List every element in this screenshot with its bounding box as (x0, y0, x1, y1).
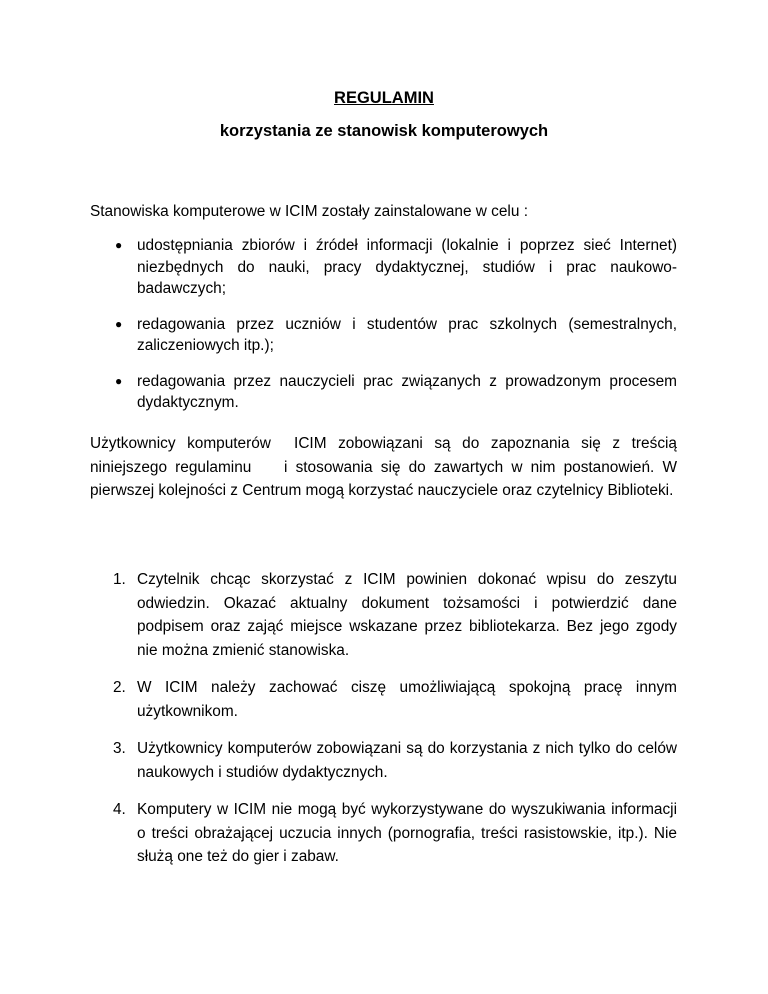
rule-text: Czytelnik chcąc skorzystać z ICIM powinien dokonać wpisu do zeszytu odwiedzin. Okazać aktualny dokument tożsamości i potwierdzić dane podpisem oraz zająć miejsce wskazane przez bibliotekarza. Bez jego zgody nie można zmienić stanowiska. (137, 571, 677, 659)
rule-item (113, 676, 677, 723)
rule-text: Użytkownicy komputerów zobowiązani są do korzystania z nich tylko do celów naukowych i studiów dydaktycznych. (137, 740, 677, 781)
rule-item (113, 798, 677, 869)
rule-number: 4. (113, 801, 126, 818)
list-item (115, 314, 677, 357)
rule-item (113, 568, 677, 662)
bullet-icon: ● (115, 316, 123, 331)
purpose-list (115, 235, 677, 428)
rule-item (113, 737, 677, 784)
list-item-text: udostępniania zbiorów i źródeł informacji (lokalnie i poprzez sieć Internet) niezbędnych do nauki, pracy dydaktycznej, studiów i prac naukowo-badawczych; (137, 237, 677, 297)
document-subtitle: korzystania ze stanowisk komputerowych (219, 122, 549, 140)
rule-text: Komputery w ICIM nie mogą być wykorzystywane do wyszukiwania informacji o treści obrażającej uczucia innych (pornografia, treści rasistowskie, itp.). Nie służą one też do gier i zabaw. (137, 801, 677, 865)
list-item (115, 371, 677, 414)
rule-text: W ICIM należy zachować ciszę umożliwiającą spokojną pracę innym użytkownikom. (137, 679, 677, 720)
document-title: REGULAMIN (334, 89, 434, 107)
rule-number: 3. (113, 740, 126, 757)
users-paragraph: Użytkownicy komputerów ICIM zobowiązani są do zapoznania się z treścią niniejszego regulaminu i stosowania się do zawartych w nim postanowień. W pierwszej kolejności z Centrum mogą korzystać nauczyciele oraz czytelnicy Biblioteki. (90, 435, 682, 499)
rule-number: 2. (113, 679, 126, 696)
intro-text: Stanowiska komputerowe w ICIM zostały zainstalowane w celu : (90, 203, 528, 220)
list-item-text: redagowania przez uczniów i studentów prac szkolnych (semestralnych, zaliczeniowych itp.); (137, 315, 677, 354)
bullet-icon: ● (115, 238, 123, 252)
list-item-text: redagowania przez nauczycieli prac związanych z prowadzonym procesem dydaktycznym. (137, 372, 677, 411)
rules-list (113, 568, 677, 883)
list-item (115, 235, 677, 300)
rule-number: 1. (113, 571, 126, 588)
bullet-icon: ● (115, 373, 123, 388)
